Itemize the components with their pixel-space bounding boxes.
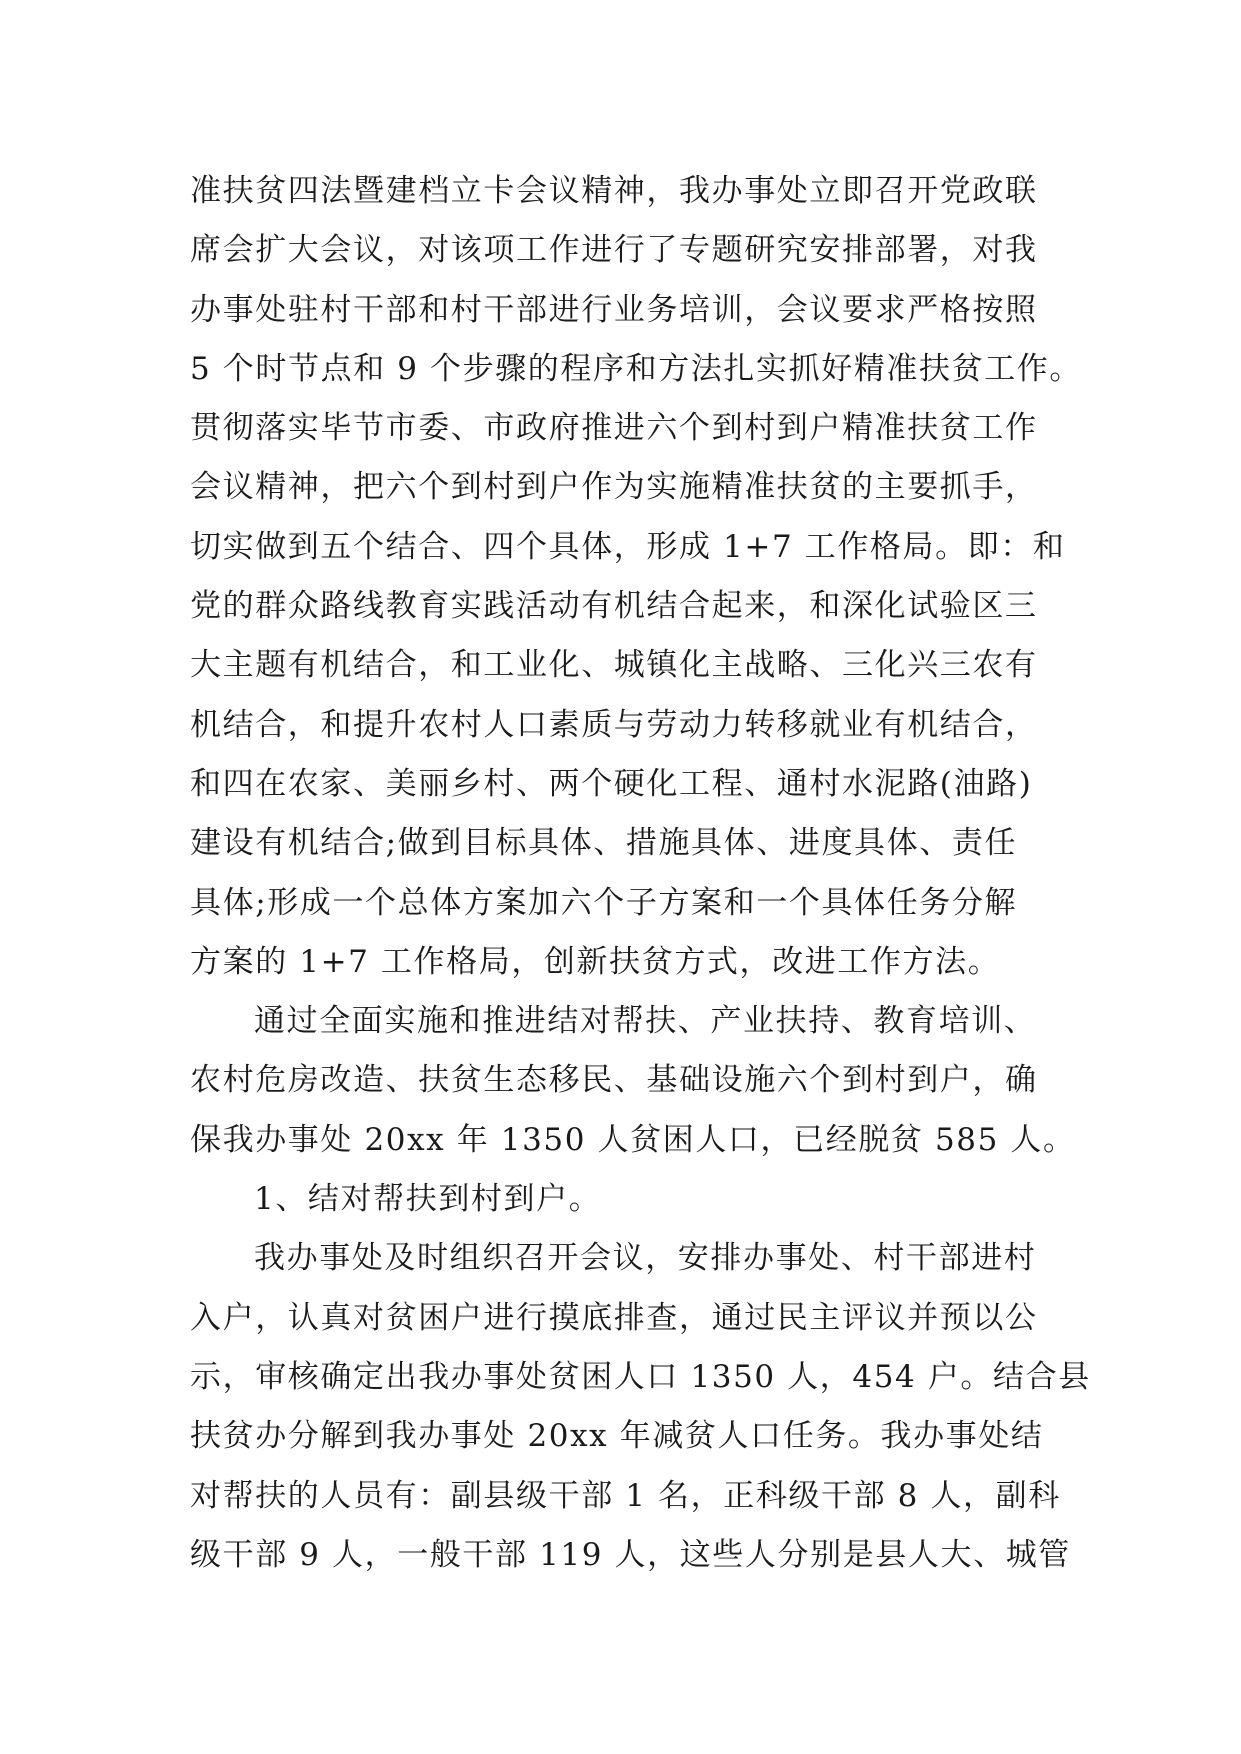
- text-line: 示，审核确定出我办事处贫困人口 1350 人，454 户。结合县: [190, 1358, 1091, 1395]
- text-line: 入户，认真对贫困户进行摸底排查，通过民主评议并预以公: [190, 1299, 1038, 1336]
- text-line: 切实做到五个结合、四个具体，形成 1+7 工作格局。即：和: [190, 528, 1066, 565]
- text-line: 扶贫办分解到我办事处 20xx 年减贫人口任务。我办事处结: [190, 1418, 1044, 1455]
- text-line: 级干部 9 人，一般干部 119 人，这些人分别是县人大、城管: [190, 1536, 1071, 1573]
- text-line: 准扶贫四法暨建档立卡会议精神，我办事处立即召开党政联: [190, 173, 1038, 209]
- text-line: 5 个时节点和 9 个步骤的程序和方法扎实抓好精准扶贫工作。: [190, 350, 1083, 387]
- text-line: 对帮扶的人员有：副县级干部 1 名，正科级干部 8 人，副科: [190, 1477, 1061, 1514]
- paragraph-start-line: 我办事处及时组织召开会议，安排办事处、村干部进村: [254, 1240, 1037, 1277]
- text-line: 保我办事处 20xx 年 1350 人贫困人口，已经脱贫 585 人。: [190, 1121, 1076, 1158]
- text-line: 席会扩大会议，对该项工作进行了专题研究安排部署，对我: [190, 232, 1038, 269]
- text-line: 机结合，和提升农村人口素质与劳动力转移就业有机结合，: [190, 706, 1038, 743]
- text-line: 方案的 1+7 工作格局，创新扶贫方式，改进工作方法。: [190, 943, 1001, 980]
- text-line: 和四在农家、美丽乡村、两个硬化工程、通村水泥路(油路): [190, 765, 1033, 802]
- text-line: 党的群众路线教育实践活动有机结合起来，和深化试验区三: [190, 588, 1038, 625]
- text-line: 贯彻落实毕节市委、市政府推进六个到村到户精准扶贫工作: [190, 410, 1038, 447]
- text-line: 办事处驻村干部和村干部进行业务培训，会议要求严格按照: [190, 291, 1038, 328]
- text-line: 会议精神，把六个到村到户作为实施精准扶贫的主要抓手，: [190, 469, 1038, 506]
- text-line: 大主题有机结合，和工业化、城镇化主战略、三化兴三农有: [190, 647, 1038, 684]
- text-line: 农村危房改造、扶贫生态移民、基础设施六个到村到户，确: [190, 1062, 1038, 1099]
- body-text: [190, 162, 1091, 1585]
- paragraph-start-line: 通过全面实施和推进结对帮扶、产业扶持、教育培训、: [254, 1003, 1037, 1040]
- text-line: 建设有机结合;做到目标具体、措施具体、进度具体、责任: [190, 825, 1018, 862]
- text-line: 具体;形成一个总体方案加六个子方案和一个具体任务分解: [190, 884, 1018, 921]
- section-heading: 1、结对帮扶到村到户。: [254, 1181, 602, 1218]
